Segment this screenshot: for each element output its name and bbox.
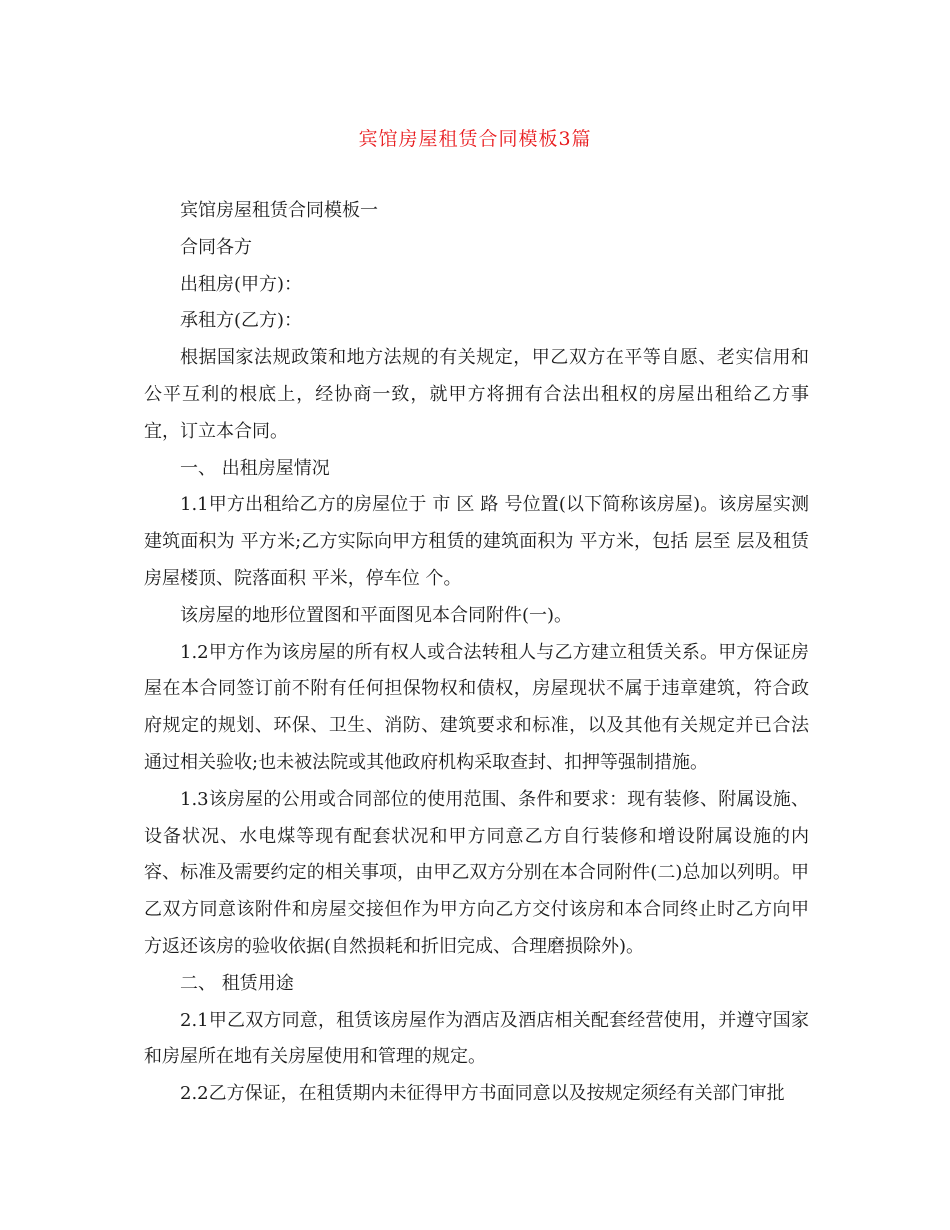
section-heading: 宾馆房屋租赁合同模板一 <box>180 200 378 221</box>
paragraph: 1.2甲方作为该房屋的所有权人或合法转租人与乙方建立租赁关系。甲方保证房屋在本合同签订前不附有任何担保物权和债权，房屋现状不属于违章建筑，符合政府规定的规划、环保、卫生、消防、建筑要求和标准，以及其他有关规定并已合法通过相关验收;也未被法院或其他政府机构采取查封、扣押等强制措施。 <box>144 641 809 773</box>
paragraph: 2.1甲乙双方同意，租赁该房屋作为酒店及酒店相关配套经营使用，并遵守国家和房屋所在地有关房屋使用和管理的规定。 <box>144 1009 809 1068</box>
paragraph: 2.2乙方保证，在租赁期内未征得甲方书面同意以及按规定须经有关部门审批 <box>180 1083 785 1105</box>
document-body <box>144 193 809 1113</box>
section-heading: 二、 租赁用途 <box>180 972 294 994</box>
document-title: 宾馆房屋租赁合同模板3篇 <box>358 128 592 150</box>
paragraph: 承租方(乙方)： <box>180 310 303 332</box>
paragraph: 根据国家法规政策和地方法规的有关规定，甲乙双方在平等自愿、老实信用和公平互利的根底上，经协商一致，就甲方将拥有合法出租权的房屋出租给乙方事宜，订立本合同。 <box>144 347 809 442</box>
section-heading: 一、 出租房屋情况 <box>180 457 330 479</box>
paragraph: 1.1甲方出租给乙方的房屋位于 市 区 路 号位置(以下简称该房屋)。该房屋实测建筑面积为 平方米;乙方实际向甲方租赁的建筑面积为 平方米，包括 层至 层及租赁房屋楼顶、院落面积 平米，停车位 个。 <box>144 494 809 589</box>
paragraph: 出租房(甲方)： <box>180 273 303 295</box>
paragraph: 1.3该房屋的公用或合同部位的使用范围、条件和要求：现有装修、附属设施、设备状况、水电煤等现有配套状况和甲方同意乙方自行装修和增设附属设施的内容、标准及需要约定的相关事项，由甲乙双方分别在本合同附件(二)总加以列明。甲乙双方同意该附件和房屋交接但作为甲方向乙方交付该房和本合同终止时乙方向甲方返还该房的验收依据(自然损耗和折旧完成、合理磨损除外)。 <box>144 788 809 957</box>
paragraph: 该房屋的地形位置图和平面图见本合同附件(一)。 <box>180 604 573 626</box>
paragraph: 合同各方 <box>180 236 252 258</box>
